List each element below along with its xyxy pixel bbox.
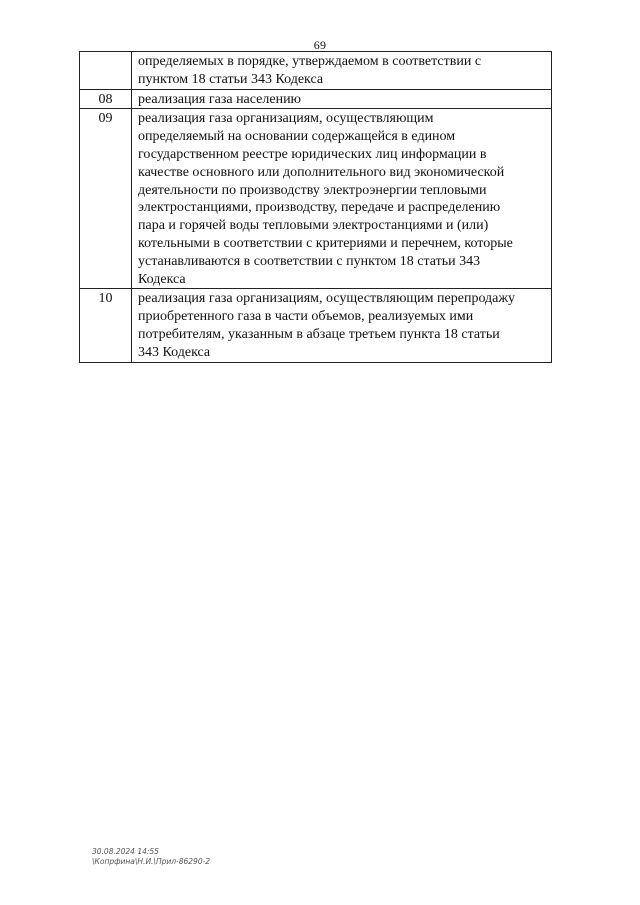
description-line: пара и горячей воды тепловыми электростанциями и (или): [138, 218, 489, 234]
row-code: 10: [80, 289, 132, 362]
description-line: реализация газа населению: [138, 91, 302, 107]
table-row: [80, 89, 552, 109]
description-line: деятельности по производству электроэнергии тепловыми: [138, 182, 487, 198]
page-number: 69: [313, 38, 327, 52]
description-line: реализация газа организациям, осуществляющим перепродажу: [138, 291, 516, 307]
description-line: определяемый на основании содержащейся в едином: [138, 129, 456, 145]
description-line: 343 Кодекса: [138, 344, 211, 360]
description-line: потребителям, указанным в абзаце третьем пункта 18 статьи: [138, 326, 500, 342]
row-description: [132, 289, 552, 362]
row-description: [132, 89, 552, 109]
row-code: 08: [80, 89, 132, 109]
row-code: [80, 52, 132, 90]
row-code: 09: [80, 109, 132, 289]
description-line: государственном реестре юридических лиц информации в: [138, 146, 487, 162]
description-line: реализация газа организациям, осуществляющим: [138, 111, 434, 127]
row-description: [132, 52, 552, 90]
table-row: [80, 52, 552, 90]
description-line: Кодекса: [138, 271, 186, 287]
description-line: электростанциями, производству, передаче и распределению: [138, 200, 501, 216]
table-row: [80, 289, 552, 362]
classification-table: [79, 51, 552, 363]
row-description: [132, 109, 552, 289]
description-line: качестве основного или дополнительного вид экономической: [138, 164, 505, 180]
description-line: устанавливаются в соответствии с пунктом 18 статьи 343: [138, 253, 481, 269]
table-row: [80, 109, 552, 289]
description-line: приобретенного газа в части объемов, реализуемых ими: [138, 309, 474, 325]
stamp-path: \Копрфина\Н.И.\Прил-86290-2: [92, 857, 211, 866]
description-line: пунктом 18 статьи 343 Кодекса: [138, 71, 324, 87]
stamp-datetime: 30.08.2024 14:55: [92, 847, 159, 856]
document-stamp: [92, 847, 210, 867]
description-line: котельными в соответствии с критериями и перечнем, которые: [138, 235, 513, 251]
description-line: определяемых в порядке, утверждаемом в соответствии с: [138, 54, 482, 69]
